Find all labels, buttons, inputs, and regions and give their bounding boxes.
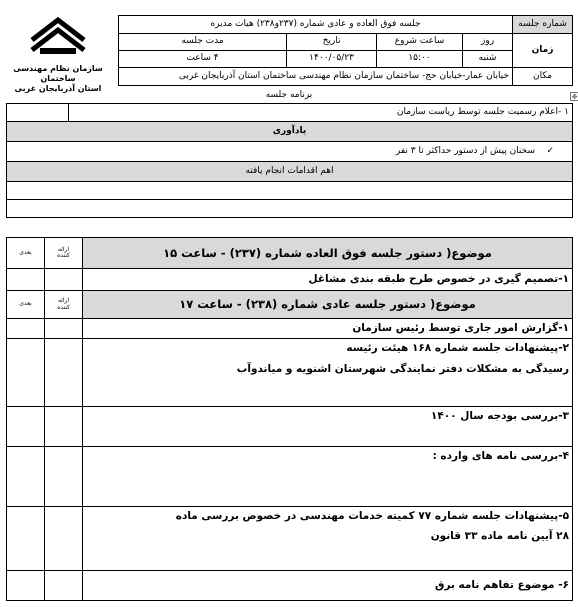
place-value: خیابان عمار-خیابان حج- ساختمان سازمان نظام مهندسی ساختمان استان آذربایجان غربی [119,68,513,86]
notes-header-2: بعدی [7,291,45,319]
agenda-item-5: ۵-پیشنهادات جلسه شماره ۷۷ کمیته خدمات مهندسی در خصوص بررسی ماده ۲۸ آیین نامه ماده ۳۳ قانون [83,507,573,571]
section1-item-1: ۱-تصمیم گیری در خصوص طرح طبقه بندی مشاغل [83,269,573,291]
agenda-label: برنامه جلسه [265,90,313,100]
reminder-title: یادآوری [7,122,573,142]
date-label: تاریخ [287,34,377,51]
logo-icon [30,14,86,58]
day-value: شنبه [463,51,513,68]
logo-line1: سازمان نظام مهندسی ساختمان [13,64,103,83]
presenter-header-1: ارائه کننده [45,238,83,269]
duration-value: ۴ ساعت [119,51,287,68]
meeting-number-label: شماره جلسه [513,16,573,34]
section1-title: موضوع( دستور جلسه فوق العاده شماره (۲۳۷) - ساعت ۱۵ [83,238,573,269]
presenter-header-2: ارائه کننده [45,291,83,319]
logo [6,14,110,96]
actions-row-2 [7,200,573,218]
duration-label: مدت جلسه [119,34,287,51]
intro-table [6,103,573,218]
agenda-item-6: ۶- موضوع تفاهم نامه برق [83,571,573,601]
start-time-label: ساعت شروع [377,34,463,51]
actions-title: اهم اقدامات انجام یافته [7,162,573,182]
agenda-table [6,237,573,601]
section2-title: موضوع( دستور جلسه عادی شماره (۲۳۸) - ساعت ۱۷ [83,291,573,319]
place-label: مکان [513,68,573,86]
day-label: روز [463,34,513,51]
table-move-handle-icon[interactable]: ✥ [571,93,578,101]
date-value: ۱۴۰۰/۰۵/۲۳ [287,51,377,68]
meeting-header-table [118,15,573,86]
reminder-row [7,142,573,162]
start-time-value: ۱۵:۰۰ [377,51,463,68]
agenda-item-1: ۱-گزارش امور جاری توسط رئیس سازمان [83,319,573,339]
reminder-item: سخنان پیش از دستور حداکثر تا ۳ نفر [395,145,535,156]
agenda-item-4: ۴-بررسی نامه های وارده : [83,447,573,507]
time-label: زمان [513,34,573,68]
notes-header-1: بعدی [7,238,45,269]
agenda-item-3: ۳-بررسی بودجه سال ۱۴۰۰ [83,407,573,447]
checkmark-icon: ✓ [546,145,554,156]
logo-line2: استان آذربایجان غربی [14,84,102,93]
agenda-item-2: ۲-پیشنهادات جلسه شماره ۱۶۸ هیئت رئیسه رسیدگی به مشکلات دفتر نمایندگی شهرستان اشنویه و میاندوآب [83,339,573,407]
actions-row-1 [7,182,573,200]
meeting-title: جلسه فوق العاده و عادی شماره (۲۳۷و۲۳۸) هیات مدیره [119,16,513,34]
intro-item-1: ۱ -اعلام رسمیت جلسه توسط ریاست سازمان [69,104,573,122]
